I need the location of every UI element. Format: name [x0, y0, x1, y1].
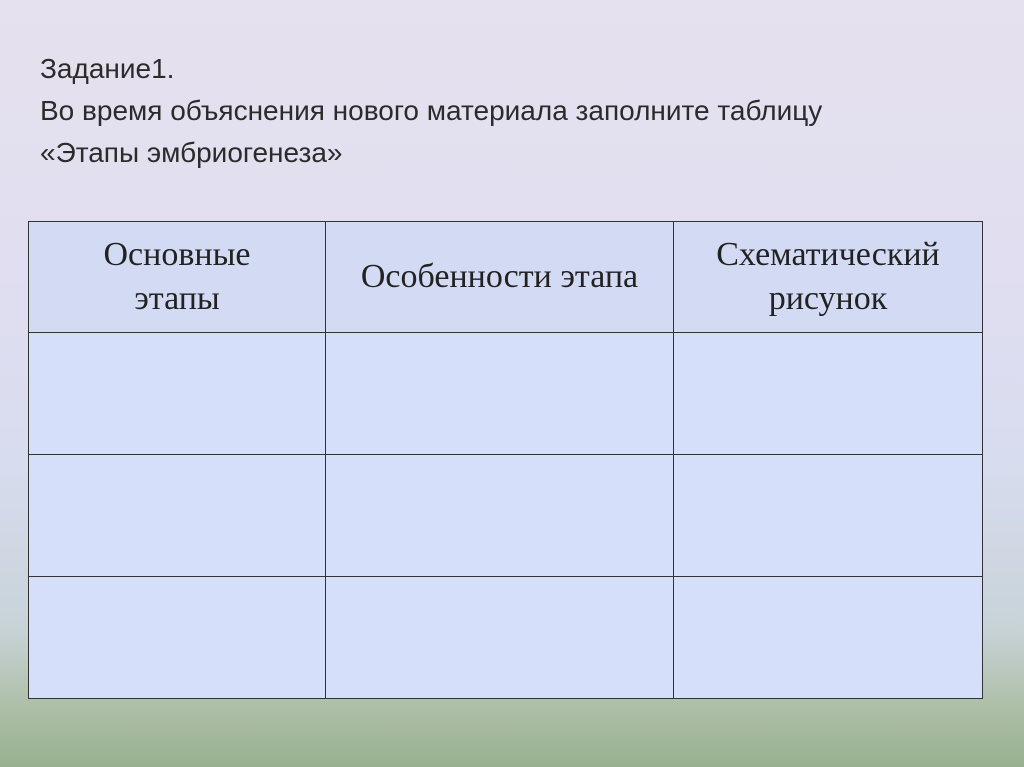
- header-stage-features: [326, 222, 674, 333]
- task-heading: Задание1.: [40, 53, 175, 84]
- table-name: «Этапы эмбриогенеза»: [40, 137, 343, 168]
- header-stage-features-line1: Особенности этапа: [360, 258, 639, 295]
- table-cell[interactable]: [674, 577, 983, 699]
- table-header-row: [29, 222, 983, 333]
- task-text: [40, 48, 1000, 174]
- table-row: [29, 455, 983, 577]
- table-row: [29, 333, 983, 455]
- header-main-stages: [29, 222, 326, 333]
- embryogenesis-table: [28, 221, 983, 699]
- table-cell[interactable]: [674, 333, 983, 455]
- header-schematic-drawing-line2: рисунок: [768, 280, 888, 317]
- table-row: [29, 577, 983, 699]
- table-cell[interactable]: [326, 455, 674, 577]
- table-cell[interactable]: [674, 455, 983, 577]
- header-main-stages-line1: Основные: [103, 236, 251, 273]
- table-cell[interactable]: [326, 333, 674, 455]
- table-cell[interactable]: [29, 333, 326, 455]
- header-schematic-drawing-line1: Схематический: [716, 236, 940, 273]
- task-instruction: Во время объяснения нового материала заполните таблицу: [40, 95, 823, 126]
- table-cell[interactable]: [29, 455, 326, 577]
- header-schematic-drawing: [674, 222, 983, 333]
- table-cell[interactable]: [29, 577, 326, 699]
- header-main-stages-line2: этапы: [134, 280, 220, 317]
- table-cell[interactable]: [326, 577, 674, 699]
